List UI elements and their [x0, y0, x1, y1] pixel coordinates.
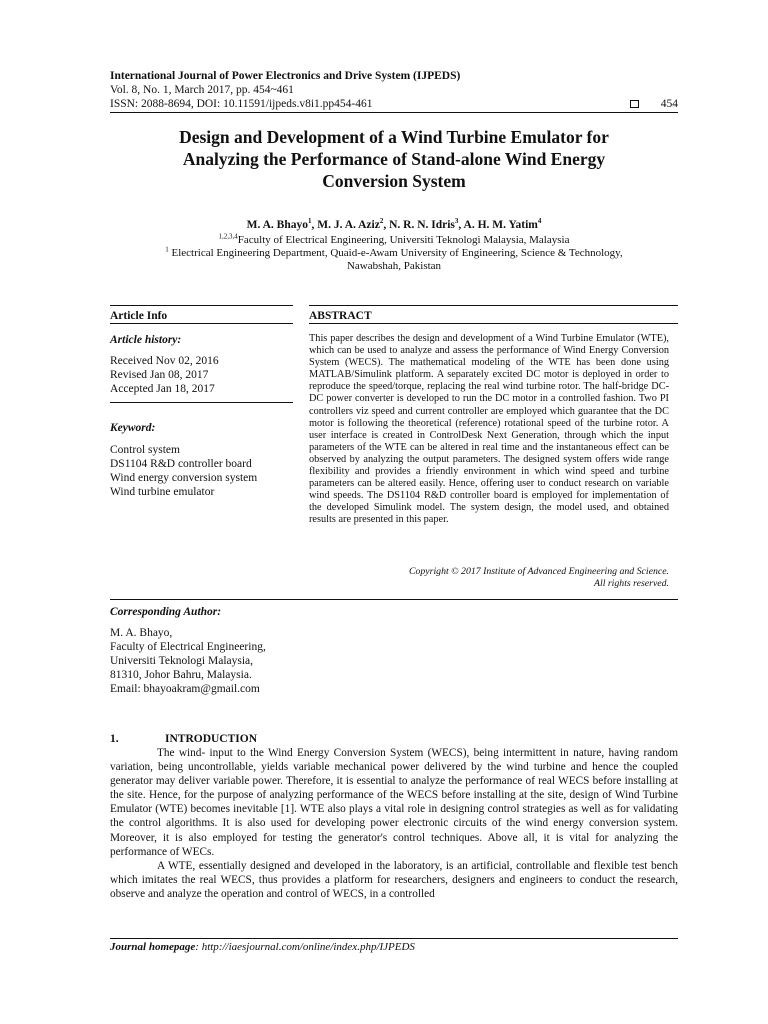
corresponding-details: [110, 626, 410, 696]
copyright-line-1: Copyright © 2017 Institute of Advanced Engineering and Science.: [408, 566, 669, 577]
revised-date: Revised Jan 08, 2017: [110, 369, 209, 381]
rule-info-bottom: [110, 599, 678, 600]
keyword-item: Control system: [110, 444, 180, 456]
rule-info-top: [110, 305, 293, 306]
journal-header: [110, 69, 678, 111]
author-list: [110, 219, 678, 231]
copyright-line-2: All rights reserved.: [593, 578, 669, 589]
corresponding-author: [110, 606, 410, 696]
author-name: A. H. M. Yatim: [463, 219, 538, 231]
author-sep: ,: [458, 219, 464, 231]
corresponding-line: Email: bhayoakram@gmail.com: [110, 683, 260, 695]
paragraph: The wind- input to the Wind Energy Conversion System (WECS), being intermittent in nature, having random variation, being uncontrollable, yields variable mechanical power delivered by the wind turbine and hence the coupled generator may deliver variable power. Therefore, it is essential to analyze the performance of real WECS before installing at the site. Hence, for the purpose of analyzing performance of the WECS before installing at the site, design of Wind Turbine Emulator (WTE) becomes inevitable [1]. WTE also plays a vital role in designing control strategies as well as for validating the control algorithms. It is also used for developing power electronic circuits of the wind energy conversion system. Moreover, it is also employed for testing the generator's control techniques. Above all, it is vital for analyzing the performance of WECs.: [110, 747, 678, 858]
accepted-date: Accepted Jan 18, 2017: [110, 383, 215, 395]
affiliation-sup: 1,2,3,4: [218, 232, 238, 241]
title-line-3: Conversion System: [322, 171, 466, 191]
rule-abstract-top: [309, 305, 678, 306]
corresponding-line: Faculty of Electrical Engineering,: [110, 641, 266, 653]
paragraph: A WTE, essentially designed and developed in the laboratory, is an artificial, controllable and flexible test bench which imitates the real WECS, thus provides a platform for researchers, designers and engineers to conduct the research, observe and analyze the operation and control of WECS, in a controlled: [110, 859, 678, 900]
corresponding-line: 81310, Johor Bahru, Malaysia.: [110, 669, 252, 681]
copyright-notice: [309, 566, 669, 590]
page-number: 454: [660, 98, 678, 110]
history-heading: Article history:: [110, 334, 182, 346]
journal-footer: Journal homepage: http://iaesjournal.com/online/index.php/IJPEDS: [110, 941, 415, 953]
journal-issn: ISSN: 2088-8694, DOI: 10.11591/ijpeds.v8i1.pp454-461: [110, 98, 373, 110]
keyword-item: Wind turbine emulator: [110, 486, 215, 498]
title-line-1: Design and Development of a Wind Turbine Emulator for: [179, 127, 609, 147]
section-number: 1.: [110, 733, 119, 745]
author-name: M. J. A. Aziz: [317, 219, 380, 231]
affiliation-text: Faculty of Electrical Engineering, Universiti Teknologi Malaysia, Malaysia: [237, 234, 570, 246]
affiliation-text: Electrical Engineering Department, Quaid-e-Awam University of Engineering, Science & Technology,: [171, 247, 623, 259]
affiliation-1: [110, 234, 678, 247]
section-heading: [110, 733, 257, 745]
corresponding-line: M. A. Bhayo,: [110, 627, 173, 639]
rule-abstract-head: [309, 323, 678, 324]
article-info-heading: Article Info: [110, 310, 168, 322]
author-sep: ,: [311, 219, 318, 231]
author-sup: 3: [454, 217, 459, 226]
affiliation-sup: 1: [165, 245, 169, 254]
introduction-body: [110, 746, 678, 901]
footer-rule: [110, 938, 678, 939]
abstract-heading: ABSTRACT: [309, 310, 372, 322]
author-sup: 4: [537, 217, 542, 226]
keyword-heading: Keyword:: [110, 422, 156, 434]
author-name: N. R. N. Idris: [389, 219, 455, 231]
footer-label: Journal homepage: [110, 941, 196, 953]
author-sep: ,: [383, 219, 390, 231]
author-sup: 2: [379, 217, 384, 226]
history-list: [110, 354, 293, 396]
section-title: INTRODUCTION: [165, 733, 258, 745]
journal-homepage-link[interactable]: http://iaesjournal.com/online/index.php/IJPEDS: [201, 941, 415, 953]
header-rule: [110, 112, 678, 113]
title-line-2: Analyzing the Performance of Stand-alone Wind Energy: [182, 149, 606, 169]
keyword-item: DS1104 R&D controller board: [110, 458, 252, 470]
issn-row: [110, 97, 678, 111]
received-date: Received Nov 02, 2016: [110, 355, 219, 367]
author-sup: 1: [307, 217, 312, 226]
page-number-group: [630, 97, 678, 111]
abstract-section: [309, 310, 669, 322]
affiliation-text-2: Nawabshah, Pakistan: [346, 260, 442, 272]
corresponding-line: Universiti Teknologi Malaysia,: [110, 655, 254, 667]
abstract-text: This paper describes the design and development of a Wind Turbine Emulator (WTE), which can be used to analyze and assess the performance of Wind Energy Conversion System (WECS). The mathematical modeling of the WTE has been done using MATLAB/Simulink platform. A separately excited DC motor is deployed in order to reproduce the speed/torque, replacing the real wind turbine rotor. The half-bridge DC-DC power converter is developed to run the DC motor in a controlled fashion. Two PI controllers viz speed and current controller are employed which guarantee that the DC motor is following the theoretical (reference) rotational speed of the turbine rotor. A user interface is created in ControlDesk Next Generation, through which the input parameters of the WTE can be altered in real time and the instantaneous effect can be observed by analyzing the output parameters. The designed system offers wide range flexibility and provides a friendly environment in which wind speed and turbine parameters can be altered easily. Hence, offering user to conduct research on variable wind speeds. The DS1104 R&D controller board is employed for implementation of the developed Simulink model. The system design, the model used, and obtained results are presented in this paper.: [309, 333, 669, 526]
keyword-item: Wind energy conversion system: [110, 472, 258, 484]
journal-name: International Journal of Power Electronics and Drive System (IJPEDS): [110, 70, 461, 82]
paper-title: [110, 126, 678, 192]
article-info: [110, 310, 293, 499]
author-name: M. A. Bhayo: [246, 219, 308, 231]
journal-volume: Vol. 8, No. 1, March 2017, pp. 454~461: [110, 84, 294, 96]
corresponding-heading: Corresponding Author:: [110, 606, 222, 618]
affiliation-2: [110, 247, 678, 273]
square-icon: [630, 100, 639, 108]
keyword-list: [110, 443, 293, 499]
